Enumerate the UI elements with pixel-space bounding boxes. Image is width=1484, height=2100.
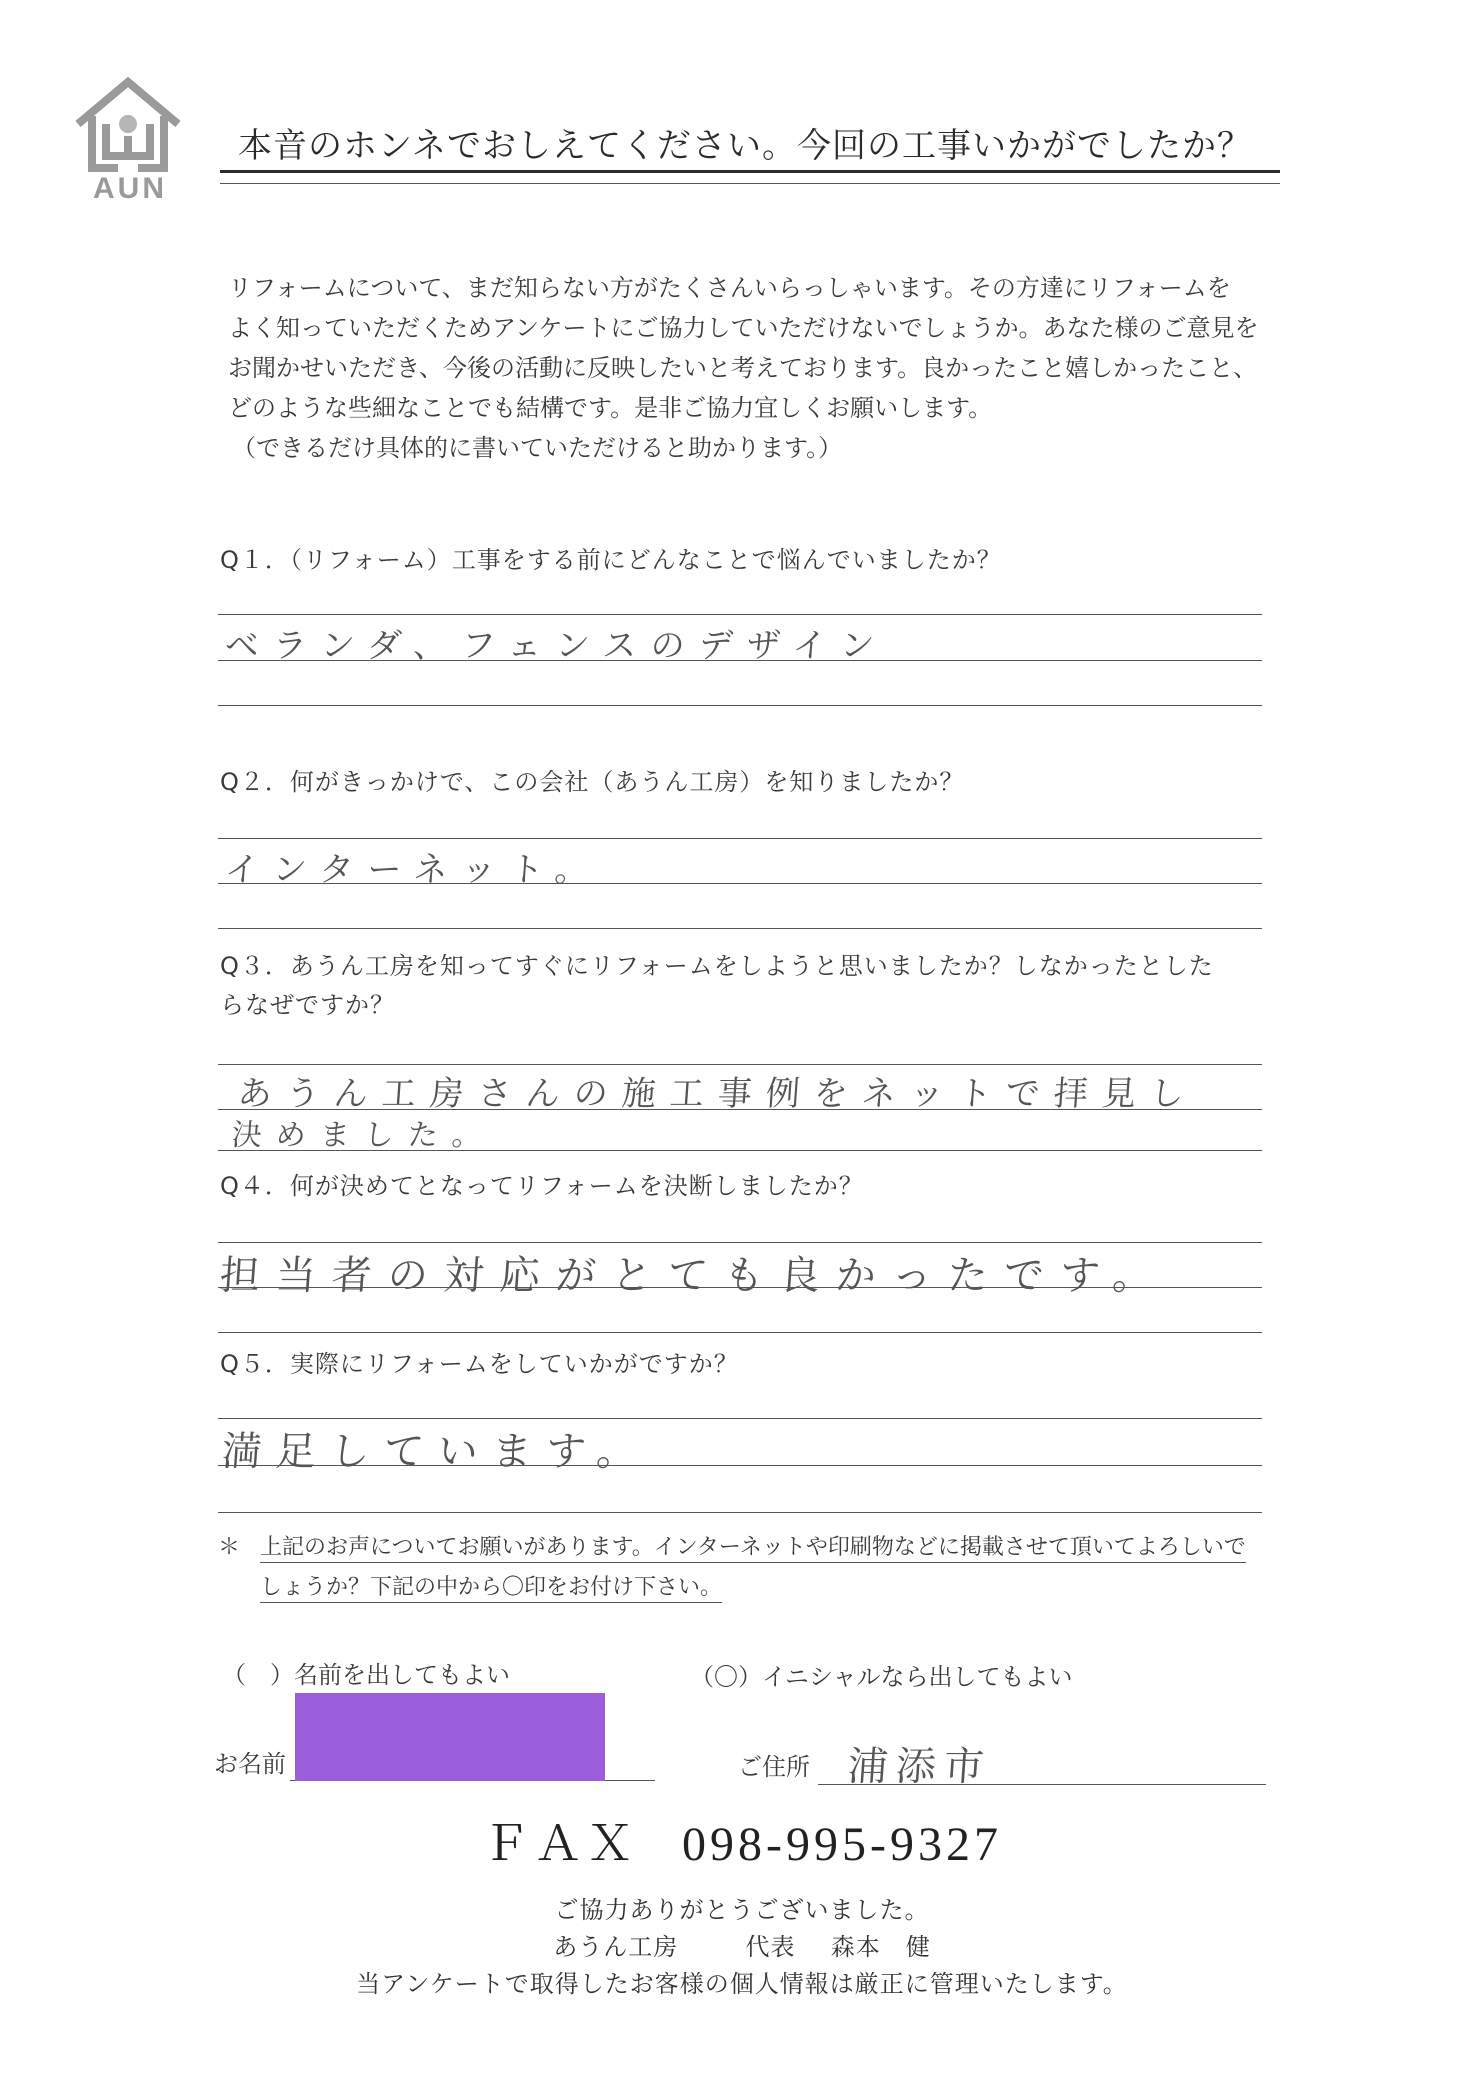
fax-number: 098-995-9327 (682, 1818, 1002, 1871)
fax-line (0, 1805, 1484, 1874)
answer-3-handwritten-line2: 決めました。 (230, 1118, 497, 1153)
footer-privacy: 当アンケートで取得したお客様の個人情報は厳正に管理いたします。 (356, 1970, 1128, 1998)
title-underline (220, 170, 1280, 184)
choice-initial-ok[interactable] (690, 1657, 1073, 1692)
choice-label: 名前を出してもよい (294, 1661, 510, 1689)
choice-mark-circled: （〇） (690, 1663, 762, 1691)
note-line1: 上記のお声についてお願いがあります。インターネットや印刷物などに掲載させて頂いてよろしいで (260, 1535, 1246, 1563)
intro-line: リフォームについて、まだ知らない方がたくさんいらっしゃいます。その方達にリフォームを (228, 274, 1231, 302)
answer-line (218, 1465, 1262, 1466)
company-name: あうん工房 (553, 1933, 679, 1961)
choice-label: イニシャルなら出してもよい (762, 1663, 1073, 1691)
answer-line (218, 614, 1262, 615)
answer-3-handwritten-line1: あうん工房さんの施工事例をネットで拝見し (236, 1074, 1200, 1114)
note-line2-wrap (260, 1570, 722, 1601)
name-label: お名前 (214, 1750, 286, 1778)
question-3-line2: らなぜですか？ (220, 991, 395, 1019)
name-redaction (295, 1693, 605, 1781)
choice-mark-empty: （ ） (222, 1661, 294, 1689)
question-3-line1: Q３．あうん工房を知ってすぐにリフォームをしようと思いましたか？しなかったとした (220, 952, 1214, 980)
answer-line (218, 883, 1262, 884)
answer-line (218, 1332, 1262, 1333)
question-1: Q１．（リフォーム）工事をする前にどんなことで悩んでいましたか？ (220, 546, 1002, 574)
answer-line (218, 928, 1262, 929)
rep-title: 代表 (745, 1933, 796, 1961)
answer-line (218, 838, 1262, 839)
note-line1-wrap (260, 1530, 1246, 1561)
intro-line: どのような些細なことでも結構です。是非ご協力宜しくお願いします。 (228, 394, 993, 422)
answer-line (218, 1064, 1262, 1065)
address-label: ご住所 (738, 1753, 810, 1781)
address-handwritten: 浦添市 (846, 1744, 994, 1790)
answer-line (218, 660, 1262, 661)
answer-1-handwritten: ベランダ、フェンスのデザイン (223, 626, 890, 666)
intro-line: お聞かせいただき、今後の活動に反映したいと考えております。良かったこと嬉しかったこと、 (228, 354, 1258, 382)
answer-line (218, 1242, 1262, 1243)
footer-thanks: ご協力ありがとうございました。 (554, 1896, 930, 1924)
intro-paragraph (228, 268, 1298, 468)
intro-line: （できるだけ具体的に書いていただけると助かります。） (232, 434, 843, 462)
logo-wordmark: AUN (93, 172, 167, 205)
question-4: Q４．何が決めてとなってリフォームを決断しましたか？ (220, 1172, 864, 1200)
note-asterisk: ＊ (218, 1535, 241, 1560)
note-line2: しょうか？下記の中から〇印をお付け下さい。 (260, 1575, 722, 1603)
answer-5-handwritten: 満足しています。 (220, 1429, 653, 1475)
question-2: Q２．何がきっかけで、この会社（あうん工房）を知りましたか？ (220, 768, 965, 796)
answer-line (218, 1512, 1262, 1513)
intro-line: よく知っていただくためアンケートにご協力していただけないでしょうか。あなた様のご意見を (228, 314, 1259, 342)
answer-4-handwritten: 担当者の対応がとても良かったです。 (218, 1253, 1171, 1299)
footer-company (0, 1927, 1484, 1962)
answer-2-handwritten: インターネット。 (223, 850, 605, 890)
survey-title: 本音のホンネでおしえてください。今回の工事いかがでしたか？ (238, 126, 1252, 166)
question-5: Q５．実際にリフォームをしていかがですか？ (220, 1350, 739, 1378)
answer-line (218, 1418, 1262, 1419)
answer-line (218, 1150, 1262, 1151)
answer-line (218, 705, 1262, 706)
answer-line (218, 1287, 1262, 1288)
fax-label: ＦＡＸ (482, 1818, 639, 1871)
rep-name: 森本 健 (830, 1933, 931, 1961)
choice-name-ok[interactable] (222, 1655, 510, 1690)
